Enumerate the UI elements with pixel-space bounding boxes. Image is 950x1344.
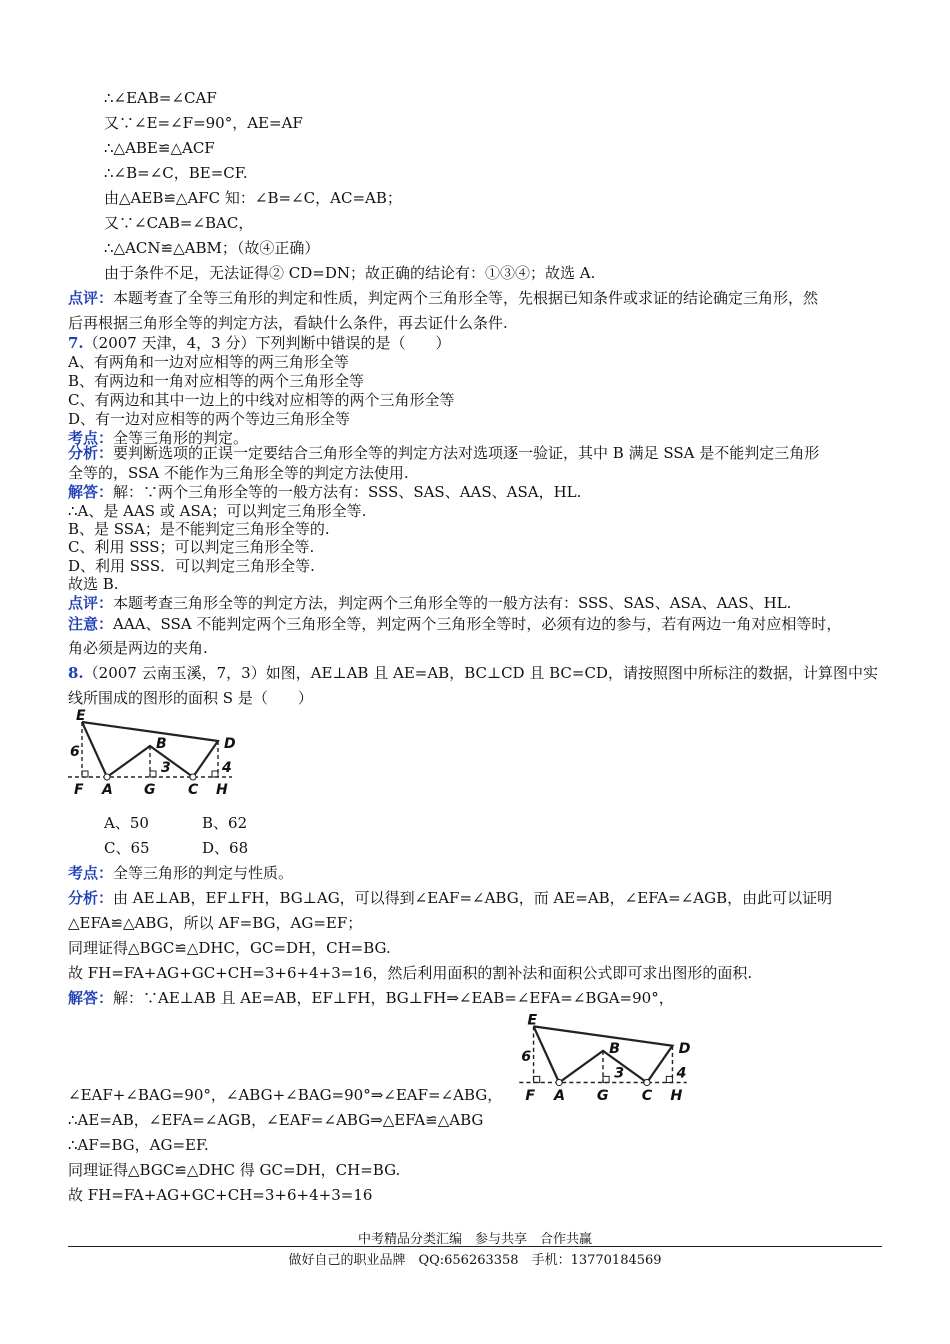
question-number: 7. — [68, 334, 84, 352]
comment-label: 点评： — [68, 289, 114, 307]
label-d: D — [224, 736, 236, 752]
jieda-line: C、利用 SSS；可以判定三角形全等. — [68, 538, 315, 556]
comment-line: 后再根据三角形全等的判定方法，看缺什么条件，再去证什么条件. — [68, 314, 508, 332]
dianping-label: 点评： — [68, 594, 114, 612]
label-6: 6 — [70, 744, 80, 760]
option-a: A、有两角和一边对应相等的两三角形全等 — [68, 353, 349, 371]
label-a: A — [102, 782, 113, 798]
kaodian-label: 考点： — [68, 864, 114, 882]
solution-line: ∴△ABE≌△ACF — [104, 139, 215, 157]
label-c: C — [641, 1087, 653, 1104]
label-6: 6 — [521, 1049, 532, 1066]
option-d: D、68 — [202, 839, 249, 857]
zhuyi-label: 注意： — [68, 615, 114, 633]
solution-line: ∴∠B=∠C，BE=CF. — [104, 164, 248, 182]
solution-line: 由△AEB≌△AFC 知：∠B=∠C，AC=AB； — [104, 189, 402, 207]
jieda-line — [68, 988, 674, 1008]
jieda-text: 解：∵两个三角形全等的一般方法有：SSS、SAS、AAS、ASA，HL. — [113, 483, 582, 501]
zhuyi-line: 角必须是两边的夹角. — [68, 639, 208, 657]
jieda-line: ∠EAF+∠BAG=90°，∠ABG+∠BAG=90°⇒∠EAF=∠ABG， — [68, 1086, 503, 1104]
fenxi-text: 要判断选项的正误一定要结合三角形全等的判定方法对选项逐一验证，其中 B 满足 SSA 是不能判定三角形 — [113, 444, 820, 462]
label-4: 4 — [676, 1065, 687, 1082]
fenxi-line: △EFA≌△ABG，所以 AF=BG，AG=EF； — [68, 914, 363, 932]
footer-slogan: 中考精品分类汇编 参与共享 合作共赢 — [357, 1232, 592, 1247]
label-h: H — [670, 1087, 683, 1104]
footer-divider — [68, 1246, 882, 1247]
kaodian-line — [68, 863, 293, 883]
comment-text: 本题考查了全等三角形的判定和性质，判定两个三角形全等，先根据已知条件或求证的结论确定三角形，然 — [113, 289, 819, 307]
jieda-line: B、是 SSA；是不能判定三角形全等的. — [68, 520, 330, 538]
option-c: C、有两边和其中一边上的中线对应相等的两个三角形全等 — [68, 391, 455, 409]
fenxi-label: 分析： — [68, 889, 114, 907]
label-f: F — [525, 1087, 536, 1104]
solution-line: ∴∠EAB=∠CAF — [104, 89, 217, 107]
question-stem: （2007 云南玉溪，7，3）如图，AE⊥AB 且 AE=AB，BC⊥CD 且 BC=CD，请按照图中所标注的数据，计算图中实 — [83, 664, 878, 682]
solution-line: 由于条件不足，无法证得② CD=DN；故正确的结论有：①③④；故选 A. — [104, 264, 596, 282]
option-d: D、有一边对应相等的两个等边三角形全等 — [68, 410, 351, 428]
footer-contact: 做好自己的职业品牌 QQ:656263358 手机：13770184569 — [288, 1253, 662, 1268]
fenxi-line: 全等的，SSA 不能作为三角形全等的判定方法使用. — [68, 464, 409, 482]
label-4: 4 — [222, 760, 232, 776]
kaodian-text: 全等三角形的判定与性质。 — [113, 864, 294, 882]
question-7-stem — [68, 333, 450, 353]
label-3: 3 — [161, 760, 171, 776]
jieda-line: 同理证得△BGC≌△DHC 得 GC=DH，CH=BG. — [68, 1161, 401, 1179]
question-number: 8. — [68, 664, 84, 682]
jieda-text: 解：∵AE⊥AB 且 AE=AB，EF⊥FH，BG⊥FH⇒∠EAB=∠EFA=∠BGA=90°， — [113, 989, 674, 1007]
jieda-line: ∴A、是 AAS 或 ASA；可以判定三角形全等. — [68, 502, 367, 520]
label-e: E — [527, 1012, 538, 1029]
solution-line: 又∵∠E=∠F=90°，AE=AF — [104, 114, 303, 132]
dianping-text: 本题考查三角形全等的判定方法，判定两个三角形全等的一般方法有：SSS、SAS、ASA、AAS、HL. — [113, 594, 792, 612]
fenxi-line: 同理证得△BGC≌△DHC，GC=DH，CH=BG. — [68, 939, 391, 957]
jieda-line: ∴AF=BG，AG=EF. — [68, 1136, 209, 1154]
label-b: B — [156, 736, 167, 752]
zhuyi-line — [68, 614, 841, 634]
label-h: H — [216, 782, 228, 798]
jieda-line: 故 FH=FA+AG+GC+CH=3+6+4+3=16 — [68, 1186, 373, 1204]
fenxi-line — [68, 443, 819, 463]
fenxi-text: 由 AE⊥AB，EF⊥FH，BG⊥AG，可以得到∠EAF=∠ABG，而 AE=AB，∠EFA=∠AGB，由此可以证明 — [113, 889, 833, 907]
label-e: E — [76, 708, 86, 724]
label-d: D — [678, 1040, 691, 1057]
question-stem-cont: 线所围成的图形的面积 S 是（ ） — [68, 689, 313, 707]
dianping-line — [68, 593, 791, 613]
figure-polygon-diagram-2 — [508, 1010, 698, 1106]
question-8-stem — [68, 663, 878, 683]
jieda-label: 解答： — [68, 989, 114, 1007]
question-stem: （2007 天津，4，3 分）下列判断中错误的是（ ） — [83, 334, 451, 352]
solution-line: 又∵∠CAB=∠BAC， — [104, 214, 254, 232]
figure-polygon-diagram — [60, 706, 240, 800]
label-a: A — [553, 1087, 566, 1104]
option-b: B、有两边和一角对应相等的两个三角形全等 — [68, 372, 365, 390]
jieda-line — [68, 482, 581, 502]
label-g: G — [596, 1087, 609, 1104]
jieda-label: 解答： — [68, 483, 114, 501]
zhuyi-text: AAA、SSA 不能判定两个三角形全等，判定两个三角形全等时，必须有边的参与，若有两边一角对应相等时， — [113, 615, 842, 633]
solution-line: ∴△ACN≌△ABM；（故④正确） — [104, 239, 320, 257]
fenxi-label: 分析： — [68, 444, 114, 462]
label-3: 3 — [614, 1065, 625, 1082]
option-a: A、50 — [104, 814, 149, 832]
kaodian-text: 全等三角形的判定。 — [113, 429, 249, 447]
comment-line — [68, 288, 818, 308]
jieda-line: D、利用 SSS．可以判定三角形全等. — [68, 557, 315, 575]
jieda-line: 故选 B. — [68, 575, 119, 593]
fenxi-line: 故 FH=FA+AG+GC+CH=3+6+4+3=16，然后利用面积的割补法和面积公式即可求出图形的面积. — [68, 964, 753, 982]
label-g: G — [144, 782, 156, 798]
label-c: C — [188, 782, 199, 798]
label-f: F — [74, 782, 84, 798]
jieda-line: ∴AE=AB，∠EFA=∠AGB，∠EAF=∠ABG⇒△EFA≌△ABG — [68, 1111, 484, 1129]
kaodian-label: 考点： — [68, 429, 114, 447]
option-b: B、62 — [202, 814, 248, 832]
option-c: C、65 — [104, 839, 150, 857]
label-b: B — [609, 1040, 621, 1057]
fenxi-line — [68, 888, 832, 908]
